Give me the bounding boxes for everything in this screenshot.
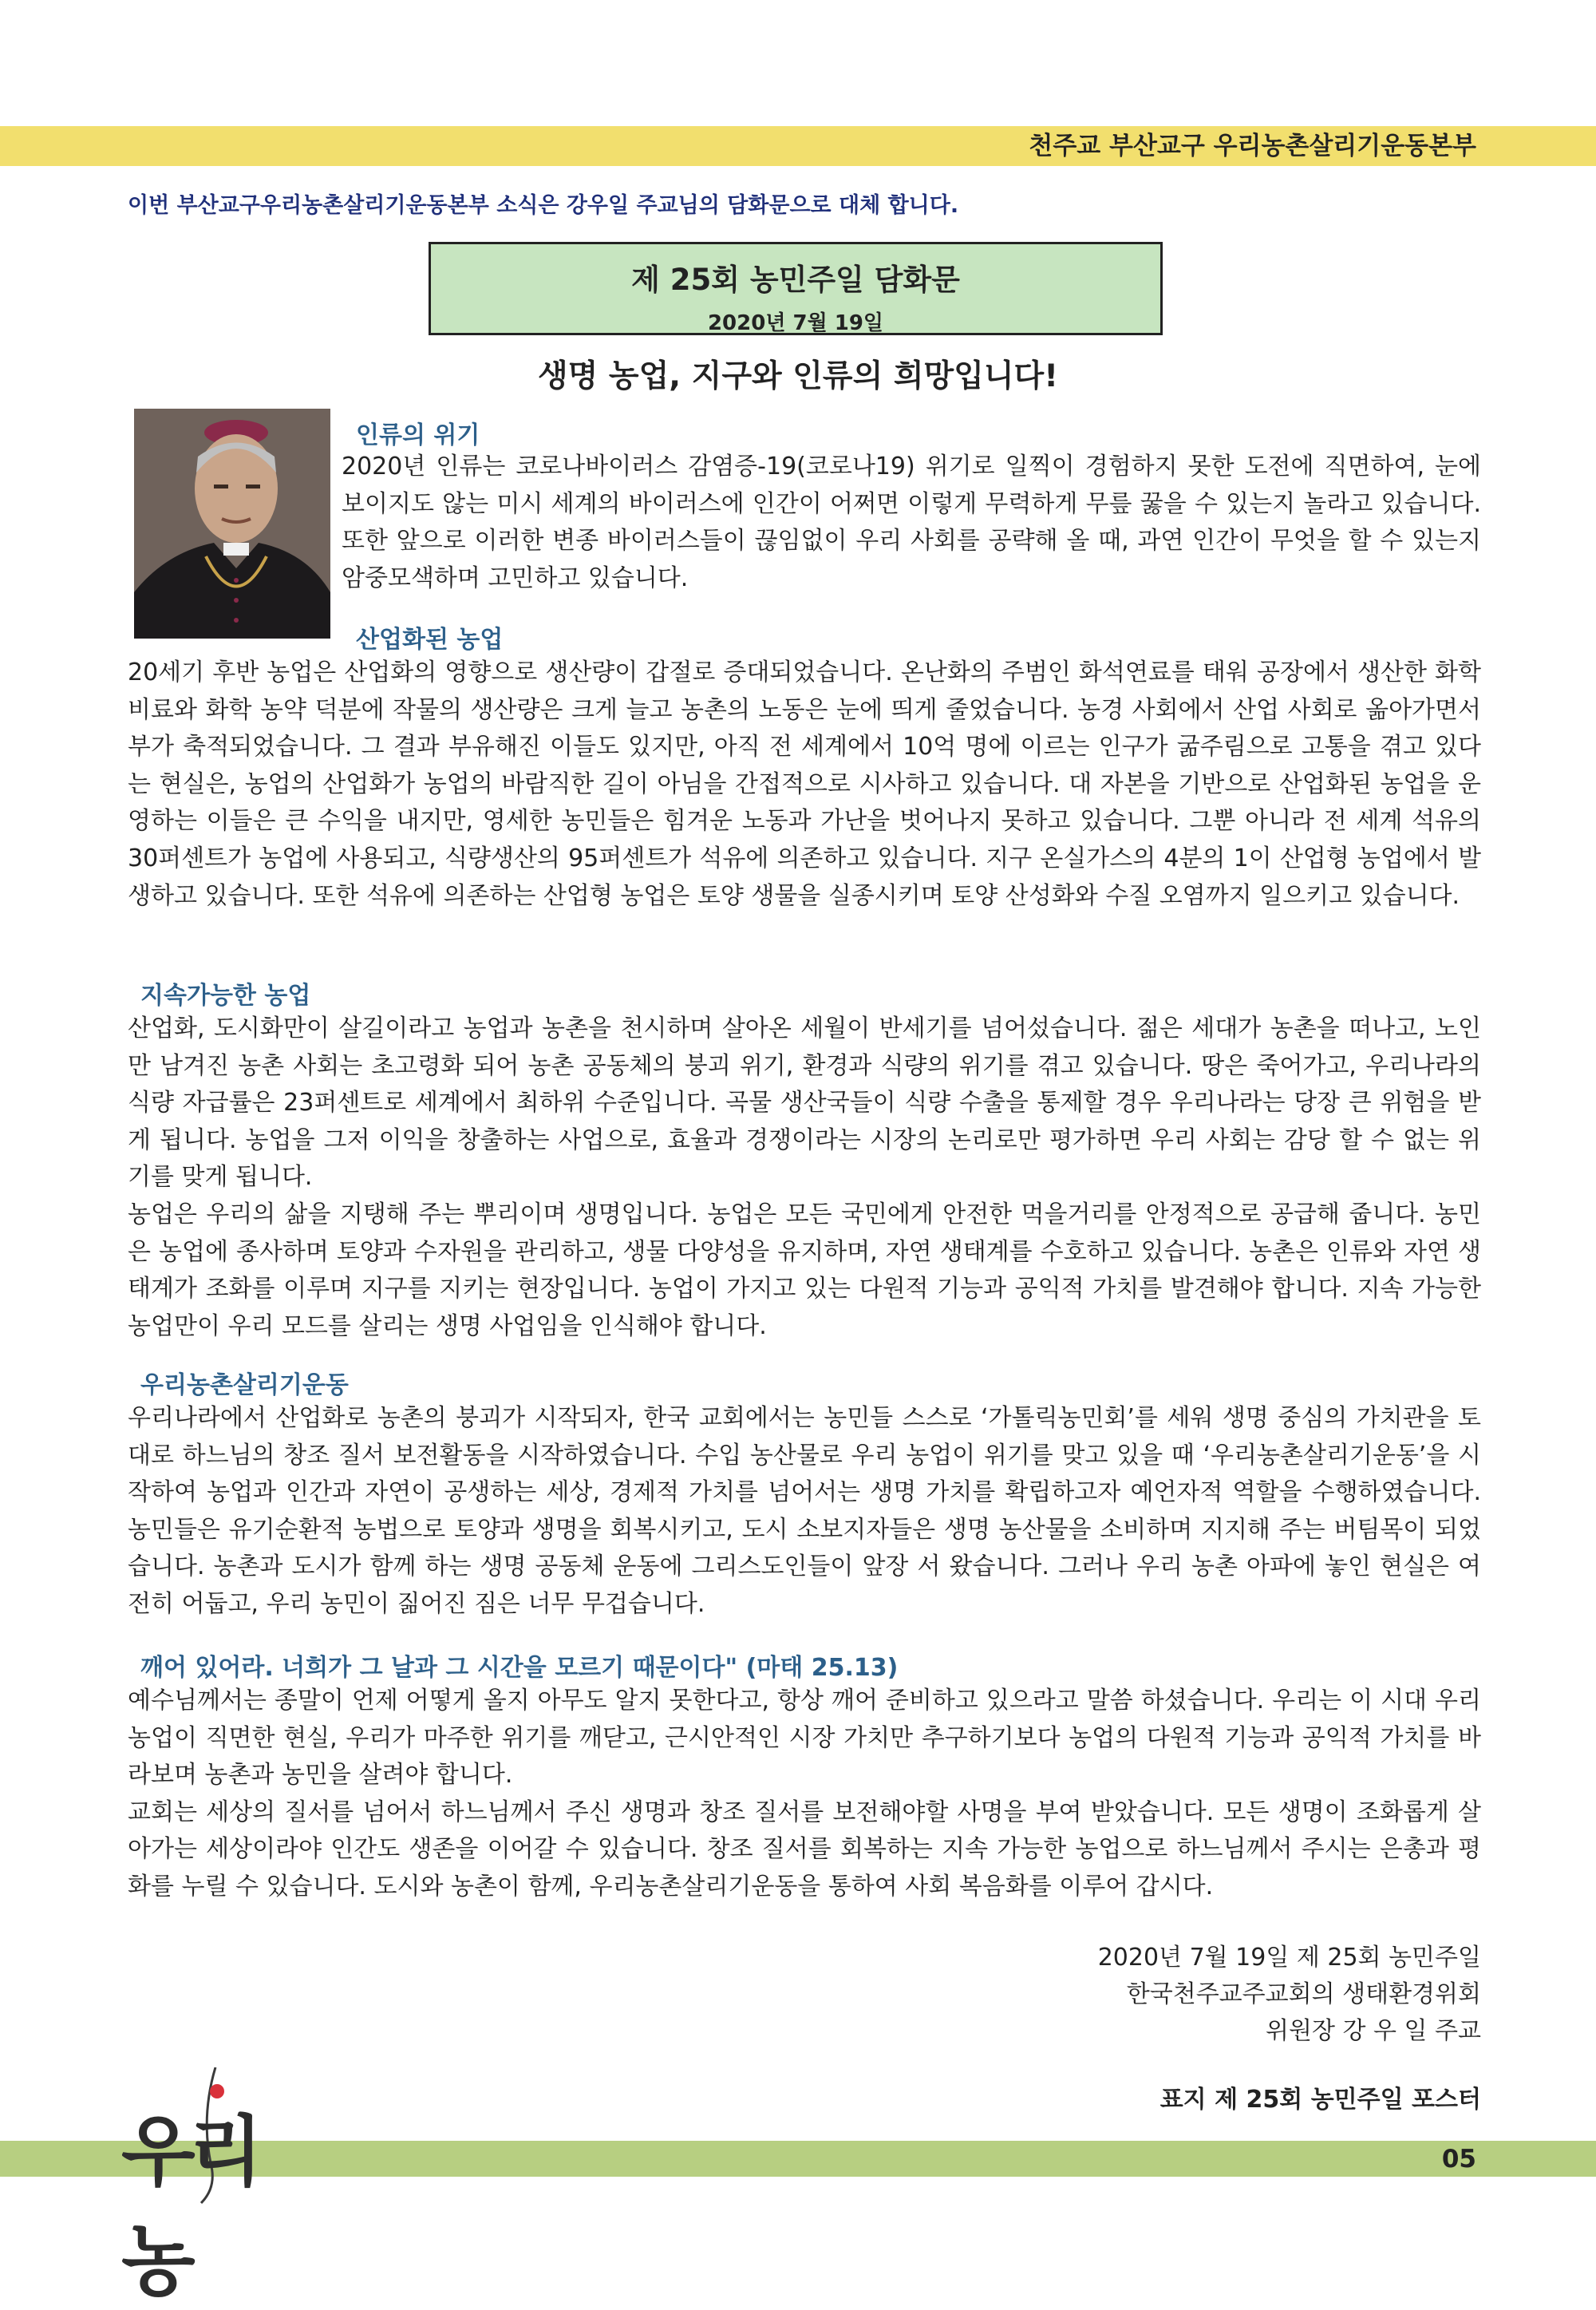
poster-caption: 표지 제 25회 농민주일 포스터	[1159, 2086, 1481, 2114]
section-heading-movement: 우리농촌살리기운동	[140, 1371, 349, 1399]
paragraph: 산업화, 도시화만이 살길이라고 농업과 농촌을 천시하며 살아온 세월이 반세기를 넘어섰습니다. 젊은 세대가 농촌을 떠나고, 노인만 남겨진 농촌 사회는 초고령화 되어 농촌 공동체의 붕괴 위기, 환경과 식량의 위기를 겪고 있습니다. 땅은 죽어가고, 우리나라의 식량 자급률은 23퍼센트로 세계에서 최하위 수준입니다. 곡물 생산국들이 식량 수출을 통제할 경우 우리나라는 당장 큰 위험을 받게 됩니다. 농업을 그저 이익을 창출하는 사업으로, 효율과 경쟁이라는 시장의 논리로만 평가하면 우리 사회는 감당 할 수 없는 위기를 맞게 됩니다.	[128, 1015, 1481, 1192]
paragraph: 우리나라에서 산업화로 농촌의 붕괴가 시작되자, 한국 교회에서는 농민들 스스로 ‘가톨릭농민회’를 세워 생명 중심의 가치관을 토대로 하느님의 창조 질서 보전활동을 시작하였습니다. 수입 농산물로 우리 농업이 위기를 맞고 있을 때 ‘우리농촌살리기운동’을 시작하여 농업과 인간과 자연이 공생하는 세상, 경제적 가치를 넘어서는 생명 가치를 확립하고자 예언자적 역할을 수행하였습니다. 농민들은 유기순환적 농법으로 토양과 생명을 회복시키고, 도시 소보지자들은 생명 농산물을 소비하며 지지해 주는 버팀목이 되었습니다. 농촌과 도시가 함께 하는 생명 공동체 운동에 그리스도인들이 앞장 서 왔습니다. 그러나 우리 농촌 아파에 놓인 현실은 여전히 어둡고, 우리 농민이 짊어진 짐은 너무 무겁습니다.	[128, 1404, 1481, 1618]
logo-text: 우리농	[121, 2107, 257, 2306]
section-heading-stay-awake: 깨어 있어라. 너희가 그 날과 그 시간을 모르기 때문이다" (마태 25.13)	[140, 1654, 899, 1682]
document-subtitle: 생명 농업, 지구와 인류의 희망입니다!	[537, 358, 1059, 394]
section-heading-industrialized: 산업화된 농업	[356, 626, 504, 654]
title-box	[429, 242, 1163, 335]
paragraph: 20세기 후반 농업은 산업화의 영향으로 생산량이 갑절로 증대되었습니다. 온난화의 주범인 화석연료를 태워 공장에서 생산한 화학비료와 화학 농약 덕분에 작물의 생산량은 크게 늘고 농촌의 노동은 눈에 띄게 줄었습니다. 농경 사회에서 산업 사회로 옮아가면서 부가 축적되었습니다. 그 결과 부유해진 이들도 있지만, 아직 전 세계에서 10억 명에 이르는 인구가 굶주림으로 고통을 겪고 있다는 현실은, 농업의 산업화가 농업의 바람직한 길이 아님을 간접적으로 시사하고 있습니다. 대 자본을 기반으로 산업화된 농업을 운영하는 이들은 큰 수익을 내지만, 영세한 농민들은 힘겨운 노동과 가난을 벗어나지 못하고 있습니다. 그뿐 아니라 전 세계 석유의 30퍼센트가 농업에 사용되고, 식량생산의 95퍼센트가 석유에 의존하고 있습니다. 지구 온실가스의 4분의 1이 산업형 농업에서 발생하고 있습니다. 또한 석유에 의존하는 산업형 농업은 토양 생물을 실종시키며 토양 산성화와 수질 오염까지 일으키고 있습니다.	[128, 659, 1481, 910]
section-heading-sustainable: 지속가능한 농업	[140, 982, 311, 1010]
document-date: 2020년 7월 19일	[707, 311, 884, 335]
section-body-sustainable	[128, 1011, 1481, 1345]
paragraph: 교회는 세상의 질서를 넘어서 하느님께서 주신 생명과 창조 질서를 보전해야할 사명을 부여 받았습니다. 모든 생명이 조화롭게 살아가는 세상이라야 인간도 생존을 이어갈 수 있습니다. 창조 질서를 회복하는 지속 가능한 농업으로 하느님께서 주시는 은총과 평화를 누릴 수 있습니다. 도시와 농촌이 함께, 우리농촌살리기운동을 통하여 사회 복음화를 이루어 갑시다.	[128, 1798, 1481, 1901]
paragraph: 예수님께서는 종말이 언제 어떻게 올지 아무도 알지 못한다고, 항상 깨어 준비하고 있으라고 말씀 하셨습니다. 우리는 이 시대 우리 농업이 직면한 현실, 우리가 마주한 위기를 깨닫고, 근시안적인 시장 가치만 추구하기보다 농업의 다원적 기능과 공익적 가치를 바라보며 농촌과 농민을 살려야 합니다.	[128, 1687, 1481, 1790]
header-title: 천주교 부산교구 우리농촌살리기운동본부	[1029, 132, 1476, 160]
paragraph: 농업은 우리의 삶을 지탱해 주는 뿌리이며 생명입니다. 농업은 모든 국민에게 안전한 먹을거리를 안정적으로 공급해 줍니다. 농민은 농업에 종사하며 토양과 수자원을 관리하고, 생물 다양성을 유지하며, 자연 생태계를 수호하고 있습니다. 농촌은 인류와 자연 생태계가 조화를 이루며 지구를 지키는 현장입니다. 농업이 가지고 있는 다원적 기능과 공익적 가치를 발견해야 합니다. 지속 가능한 농업만이 우리 모드를 살리는 생명 사업임을 인식해야 합니다.	[128, 1200, 1481, 1340]
paragraph: 2020년 인류는 코로나바이러스 감염증-19(코로나19) 위기로 일찍이 경험하지 못한 도전에 직면하여, 눈에 보이지도 않는 미시 세계의 바이러스에 인간이 어쩌면 이렇게 무력하게 무릎 꿇을 수 있는지 놀라고 있습니다. 또한 앞으로 이러한 변종 바이러스들이 끊임없이 우리 사회를 공략해 올 때, 과연 인간이 무엇을 할 수 있는지 암중모색하며 고민하고 있습니다.	[342, 453, 1481, 592]
section-body-crisis	[342, 449, 1481, 597]
signature-block	[1098, 1940, 1481, 2050]
bishop-portrait	[134, 409, 330, 639]
document-title: 제 25회 농민주일 담화문	[631, 263, 960, 297]
page-number: 05	[1441, 2145, 1476, 2174]
section-body-industrialized	[128, 655, 1481, 915]
woorinong-logo	[121, 2067, 265, 2306]
signature-date-line: 2020년 7월 19일 제 25회 농민주일	[1097, 1944, 1481, 1972]
section-heading-crisis: 인류의 위기	[356, 421, 480, 449]
signature-name-line: 위원장 강 우 일 주교	[1266, 2017, 1481, 2045]
section-body-stay-awake	[128, 1683, 1481, 1906]
signature-org-line: 한국천주교주교회의 생태환경위회	[1126, 1980, 1481, 2008]
notice-text: 이번 부산교구우리농촌살리기운동본부 소식은 강우일 주교님의 담화문으로 대체 합니다.	[128, 193, 959, 218]
section-body-movement	[128, 1400, 1481, 1624]
